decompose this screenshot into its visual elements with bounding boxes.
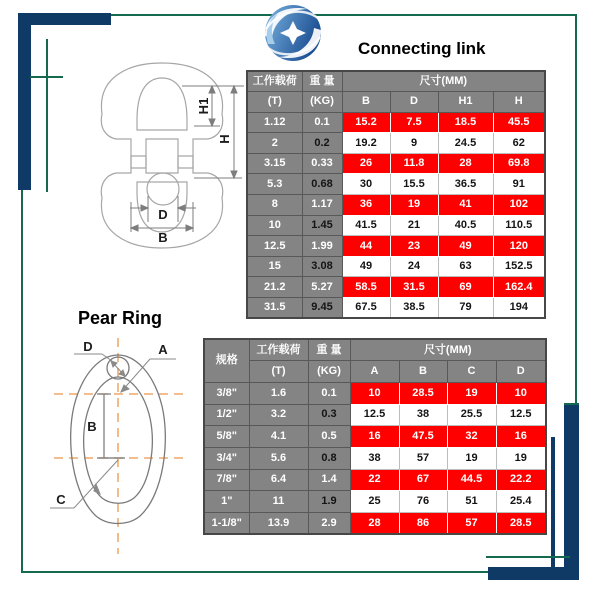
- dim-cell: 19: [496, 447, 546, 469]
- dim-cell: 7.5: [390, 112, 438, 133]
- weight-cell: 0.5: [308, 426, 350, 448]
- weight-cell: 2.9: [308, 513, 350, 535]
- dim-cell: 32: [447, 426, 496, 448]
- dim-cell: 194: [493, 298, 545, 319]
- dim-cell: 25.5: [447, 404, 496, 426]
- frame-right-thin-bar: [551, 437, 555, 580]
- header-weight: 重 量: [308, 339, 350, 361]
- weight-cell: 1.45: [302, 215, 342, 236]
- weight-cell: 1.17: [302, 195, 342, 216]
- table-row: [204, 382, 546, 404]
- frame-right-bar: [564, 405, 579, 580]
- dim-cell: 67: [399, 469, 447, 491]
- dim-cell: 22: [350, 469, 399, 491]
- header-size: 尺寸(MM): [342, 71, 545, 92]
- dim-cell: 21: [390, 215, 438, 236]
- dim-cell: 51: [447, 491, 496, 513]
- pear-ring-diagram: [28, 332, 208, 558]
- dim-cell: 15.2: [342, 112, 390, 133]
- load-cell: 31.5: [247, 298, 302, 319]
- dim-cell: 38.5: [390, 298, 438, 319]
- frame-top-left-bar: [18, 13, 111, 25]
- table-row: [247, 236, 545, 257]
- frame-cross-vline: [46, 39, 48, 192]
- dim-cell: 25.4: [496, 491, 546, 513]
- dim-cell: 9: [390, 133, 438, 154]
- connecting-link-table-body: [247, 112, 545, 318]
- dim-cell: 57: [399, 447, 447, 469]
- load-cell: 8: [247, 195, 302, 216]
- dim-cell: 28: [350, 513, 399, 535]
- dim-cell: 41: [438, 195, 493, 216]
- dim-cell: 12.5: [350, 404, 399, 426]
- weight-cell: 0.1: [302, 112, 342, 133]
- load-cell: 6.4: [249, 469, 308, 491]
- dim-cell: 69.8: [493, 153, 545, 174]
- table-row: [247, 112, 545, 133]
- dim-cell: 76: [399, 491, 447, 513]
- load-cell: 2: [247, 133, 302, 154]
- table-row: [247, 298, 545, 319]
- weight-cell: 0.2: [302, 133, 342, 154]
- table-row: [204, 404, 546, 426]
- table-row: [247, 195, 545, 216]
- dim-cell: 40.5: [438, 215, 493, 236]
- dim-cell: 44: [342, 236, 390, 257]
- weight-cell: 5.27: [302, 277, 342, 298]
- brand-logo-icon: [256, 2, 328, 64]
- connecting-link-title: Connecting link: [358, 39, 486, 58]
- spec-cell: 3/8": [204, 382, 249, 404]
- dim-cell: 28.5: [496, 513, 546, 535]
- dim-cell: 25: [350, 491, 399, 513]
- spec-cell: 1": [204, 491, 249, 513]
- weight-cell: 9.45: [302, 298, 342, 319]
- header-weight-unit: (KG): [302, 92, 342, 113]
- dim-cell: 162.4: [493, 277, 545, 298]
- frame-right-line: [575, 14, 577, 406]
- frame-bottom-right-bar: [488, 567, 579, 580]
- dim-label-a: A: [158, 342, 168, 357]
- dim-cell: 12.5: [496, 404, 546, 426]
- dim-label-h: H: [217, 134, 232, 144]
- dim-cell: 69: [438, 277, 493, 298]
- spec-cell: 7/8": [204, 469, 249, 491]
- dim-cell: 15.5: [390, 174, 438, 195]
- dim-cell: 16: [350, 426, 399, 448]
- header-load: 工作载荷: [249, 339, 308, 361]
- weight-cell: 0.8: [308, 447, 350, 469]
- dim-cell: 10: [496, 382, 546, 404]
- dim-cell: 10: [350, 382, 399, 404]
- weight-cell: 0.68: [302, 174, 342, 195]
- spec-cell: 1/2": [204, 404, 249, 426]
- dim-cell: 49: [438, 236, 493, 257]
- header-spec: 规格: [204, 339, 249, 382]
- dim-cell: 38: [350, 447, 399, 469]
- table-row: [247, 277, 545, 298]
- load-cell: 1.6: [249, 382, 308, 404]
- frame-bottom-right-line: [486, 556, 570, 558]
- load-cell: 5.3: [247, 174, 302, 195]
- dim-cell: 24.5: [438, 133, 493, 154]
- dim-cell: 31.5: [390, 277, 438, 298]
- frame-bottom-line: [21, 571, 488, 573]
- frame-cross-hline: [30, 76, 63, 78]
- header-dim-c: C: [447, 361, 496, 383]
- header-dim-b: B: [399, 361, 447, 383]
- load-cell: 12.5: [247, 236, 302, 257]
- table-row: [247, 215, 545, 236]
- dim-label-b: B: [87, 419, 97, 434]
- load-cell: 21.2: [247, 277, 302, 298]
- dim-cell: 63: [438, 256, 493, 277]
- dim-cell: 19: [390, 195, 438, 216]
- load-cell: 11: [249, 491, 308, 513]
- dim-label-d: D: [158, 207, 168, 222]
- dim-cell: 45.5: [493, 112, 545, 133]
- header-dim-a: A: [350, 361, 399, 383]
- dim-cell: 26: [342, 153, 390, 174]
- header-load: 工作载荷: [247, 71, 302, 92]
- spec-cell: 3/4": [204, 447, 249, 469]
- header-dim-d: D: [496, 361, 546, 383]
- header-weight-unit: (KG): [308, 361, 350, 383]
- header-weight: 重 量: [302, 71, 342, 92]
- frame-left-bar: [18, 13, 31, 190]
- connecting-link-table: [246, 70, 546, 319]
- dim-cell: 41.5: [342, 215, 390, 236]
- dim-label-d: D: [83, 339, 93, 354]
- dim-label-c: C: [56, 492, 66, 507]
- load-cell: 3.15: [247, 153, 302, 174]
- pear-ring-title: Pear Ring: [78, 308, 163, 328]
- frame-left-line: [21, 190, 23, 573]
- table-row: [204, 469, 546, 491]
- dim-cell: 16: [496, 426, 546, 448]
- pear-ring-table: [203, 338, 547, 535]
- dim-cell: 120: [493, 236, 545, 257]
- dim-cell: 18.5: [438, 112, 493, 133]
- dim-cell: 19: [447, 447, 496, 469]
- weight-cell: 1.9: [308, 491, 350, 513]
- load-cell: 4.1: [249, 426, 308, 448]
- dim-cell: 38: [399, 404, 447, 426]
- load-cell: 5.6: [249, 447, 308, 469]
- dim-cell: 36.5: [438, 174, 493, 195]
- load-cell: 15: [247, 256, 302, 277]
- load-cell: 3.2: [249, 404, 308, 426]
- dim-cell: 57: [447, 513, 496, 535]
- dim-cell: 19.2: [342, 133, 390, 154]
- table-row: [204, 447, 546, 469]
- dim-cell: 24: [390, 256, 438, 277]
- dim-cell: 152.5: [493, 256, 545, 277]
- dim-cell: 62: [493, 133, 545, 154]
- header-dim-h1: H1: [438, 92, 493, 113]
- dim-cell: 19: [447, 382, 496, 404]
- table-row: [204, 491, 546, 513]
- dim-cell: 58.5: [342, 277, 390, 298]
- header-size: 尺寸(MM): [350, 339, 546, 361]
- dim-label-h1: H1: [196, 97, 211, 115]
- load-cell: 13.9: [249, 513, 308, 535]
- dim-cell: 86: [399, 513, 447, 535]
- dim-cell: 28.5: [399, 382, 447, 404]
- dim-cell: 44.5: [447, 469, 496, 491]
- weight-cell: 0.33: [302, 153, 342, 174]
- dim-cell: 79: [438, 298, 493, 319]
- dim-cell: 36: [342, 195, 390, 216]
- table-row: [247, 256, 545, 277]
- dim-cell: 23: [390, 236, 438, 257]
- load-cell: 1.12: [247, 112, 302, 133]
- spec-cell: 1-1/8": [204, 513, 249, 535]
- weight-cell: 0.3: [308, 404, 350, 426]
- table-row: [204, 426, 546, 448]
- dim-cell: 91: [493, 174, 545, 195]
- dim-cell: 49: [342, 256, 390, 277]
- pear-ring-table-body: [204, 382, 546, 534]
- dim-cell: 67.5: [342, 298, 390, 319]
- weight-cell: 3.08: [302, 256, 342, 277]
- table-row: [247, 153, 545, 174]
- weight-cell: 1.99: [302, 236, 342, 257]
- header-dim-b: B: [342, 92, 390, 113]
- header-load-unit: (T): [247, 92, 302, 113]
- dim-cell: 102: [493, 195, 545, 216]
- dim-cell: 28: [438, 153, 493, 174]
- table-row: [204, 513, 546, 535]
- weight-cell: 1.4: [308, 469, 350, 491]
- table-row: [247, 174, 545, 195]
- dim-cell: 11.8: [390, 153, 438, 174]
- frame-top-line: [111, 14, 577, 16]
- dim-label-b: B: [158, 230, 168, 245]
- dim-cell: 30: [342, 174, 390, 195]
- weight-cell: 0.1: [308, 382, 350, 404]
- table-row: [247, 133, 545, 154]
- dim-cell: 22.2: [496, 469, 546, 491]
- load-cell: 10: [247, 215, 302, 236]
- header-dim-d: D: [390, 92, 438, 113]
- spec-cell: 5/8": [204, 426, 249, 448]
- dim-cell: 47.5: [399, 426, 447, 448]
- dim-cell: 110.5: [493, 215, 545, 236]
- header-load-unit: (T): [249, 361, 308, 383]
- header-dim-h: H: [493, 92, 545, 113]
- connecting-link-diagram: [82, 56, 250, 256]
